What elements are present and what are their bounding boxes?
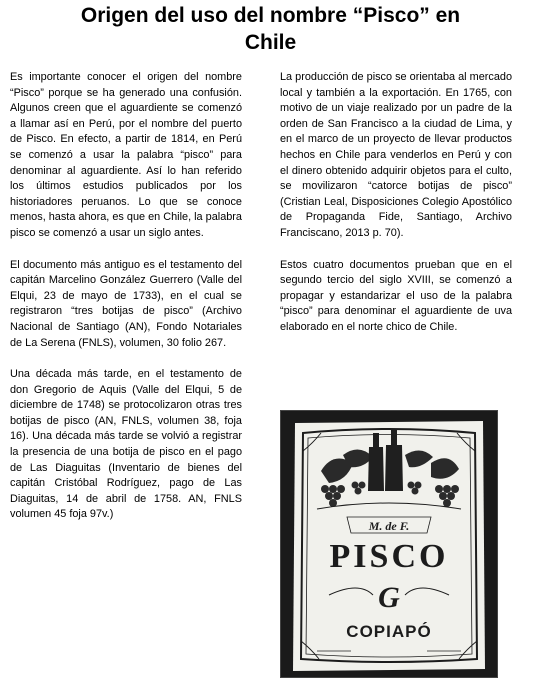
monogram-text: G <box>378 581 400 614</box>
paragraph-conclusion: Estos cuatro documentos prueban que en el segundo tercio del siglo XVIII, se comenzó a propagar y estandarizar el uso de la palabra “pisco” para denominar el aguardiente de uva elaborado en el norte chico de Chile. <box>280 258 512 333</box>
paragraph-oldest-document: El documento más antiguo es el testamento del capitán Marcelino González Guerrero (Valle del Elqui, 23 de mayo de 1733), en el cual se registraron “tres botijas de pisco” (Archivo Nacional de Santiago (AN), Fondo Notariales de La Serena (FNLS), volumen, 30 folio 267. <box>10 258 242 349</box>
product-text: PISCO <box>329 538 449 575</box>
title-line-1: Origen del uso del nombre “Pisco” en <box>80 4 461 27</box>
title-line-2: Chile <box>244 31 297 54</box>
left-column <box>10 70 242 539</box>
maker-text: M. de F. <box>368 519 410 533</box>
article-title <box>10 2 531 56</box>
pisco-label-photo <box>281 411 497 677</box>
paragraph-decade-later: Una década más tarde, en el testamento de don Gregorio de Aquis (Valle del Elqui, 5 de diciembre de 1748) se protocolizaron otras tres botijas de pisco (AN, FNLS, volumen 38, foja 16). Una década más tarde se volvió a registrar la presencia de una botija de pisco en el pago de Las Diaguitas (Inventario de bienes del capitán Cristóbal Rodríguez, pago de Las Diaguitas, 14 de abril de 1758. AN, FNLS volumen 45 foja 97v.) <box>10 368 242 521</box>
right-column <box>280 70 512 352</box>
place-text: COPIAPÓ <box>346 622 432 641</box>
pisco-label-illustration <box>281 411 497 677</box>
paragraph-intro: Es importante conocer el origen del nombre “Pisco” porque se ha generado una confusión. Algunos creen que el aguardiente se comenzó a llamar así en Perú, por el nombre del puerto de Pisco. En efecto, a partir de 1814, en Perú se comenzó a usar la palabra “pisco” para denominar al aguardiente. Así lo han referido los últimos estudios publicados por los historiadores peruanos. Lo que se conoce menos, hasta ahora, es que en Chile, la palabra pisco se comenzó a usar un siglo antes. <box>10 71 242 239</box>
paragraph-export: La producción de pisco se orientaba al mercado local y también a la exportación. En 1765, con motivo de un viaje realizado por un padre de la orden de San Francisco a la ciudad de Lima, y en el marco de un proyecto de llevar productos hechos en Chile para venderlos en Perú y con el dinero obtenido adquirir objetos para el culto, se movilizaron “catorce botijas de pisco” (Cristian Leal, Disposiciones Colegio Apostólico de Propaganda Fide, Santiago, Archivo Franciscano, 2013 p. 70). <box>280 71 512 239</box>
